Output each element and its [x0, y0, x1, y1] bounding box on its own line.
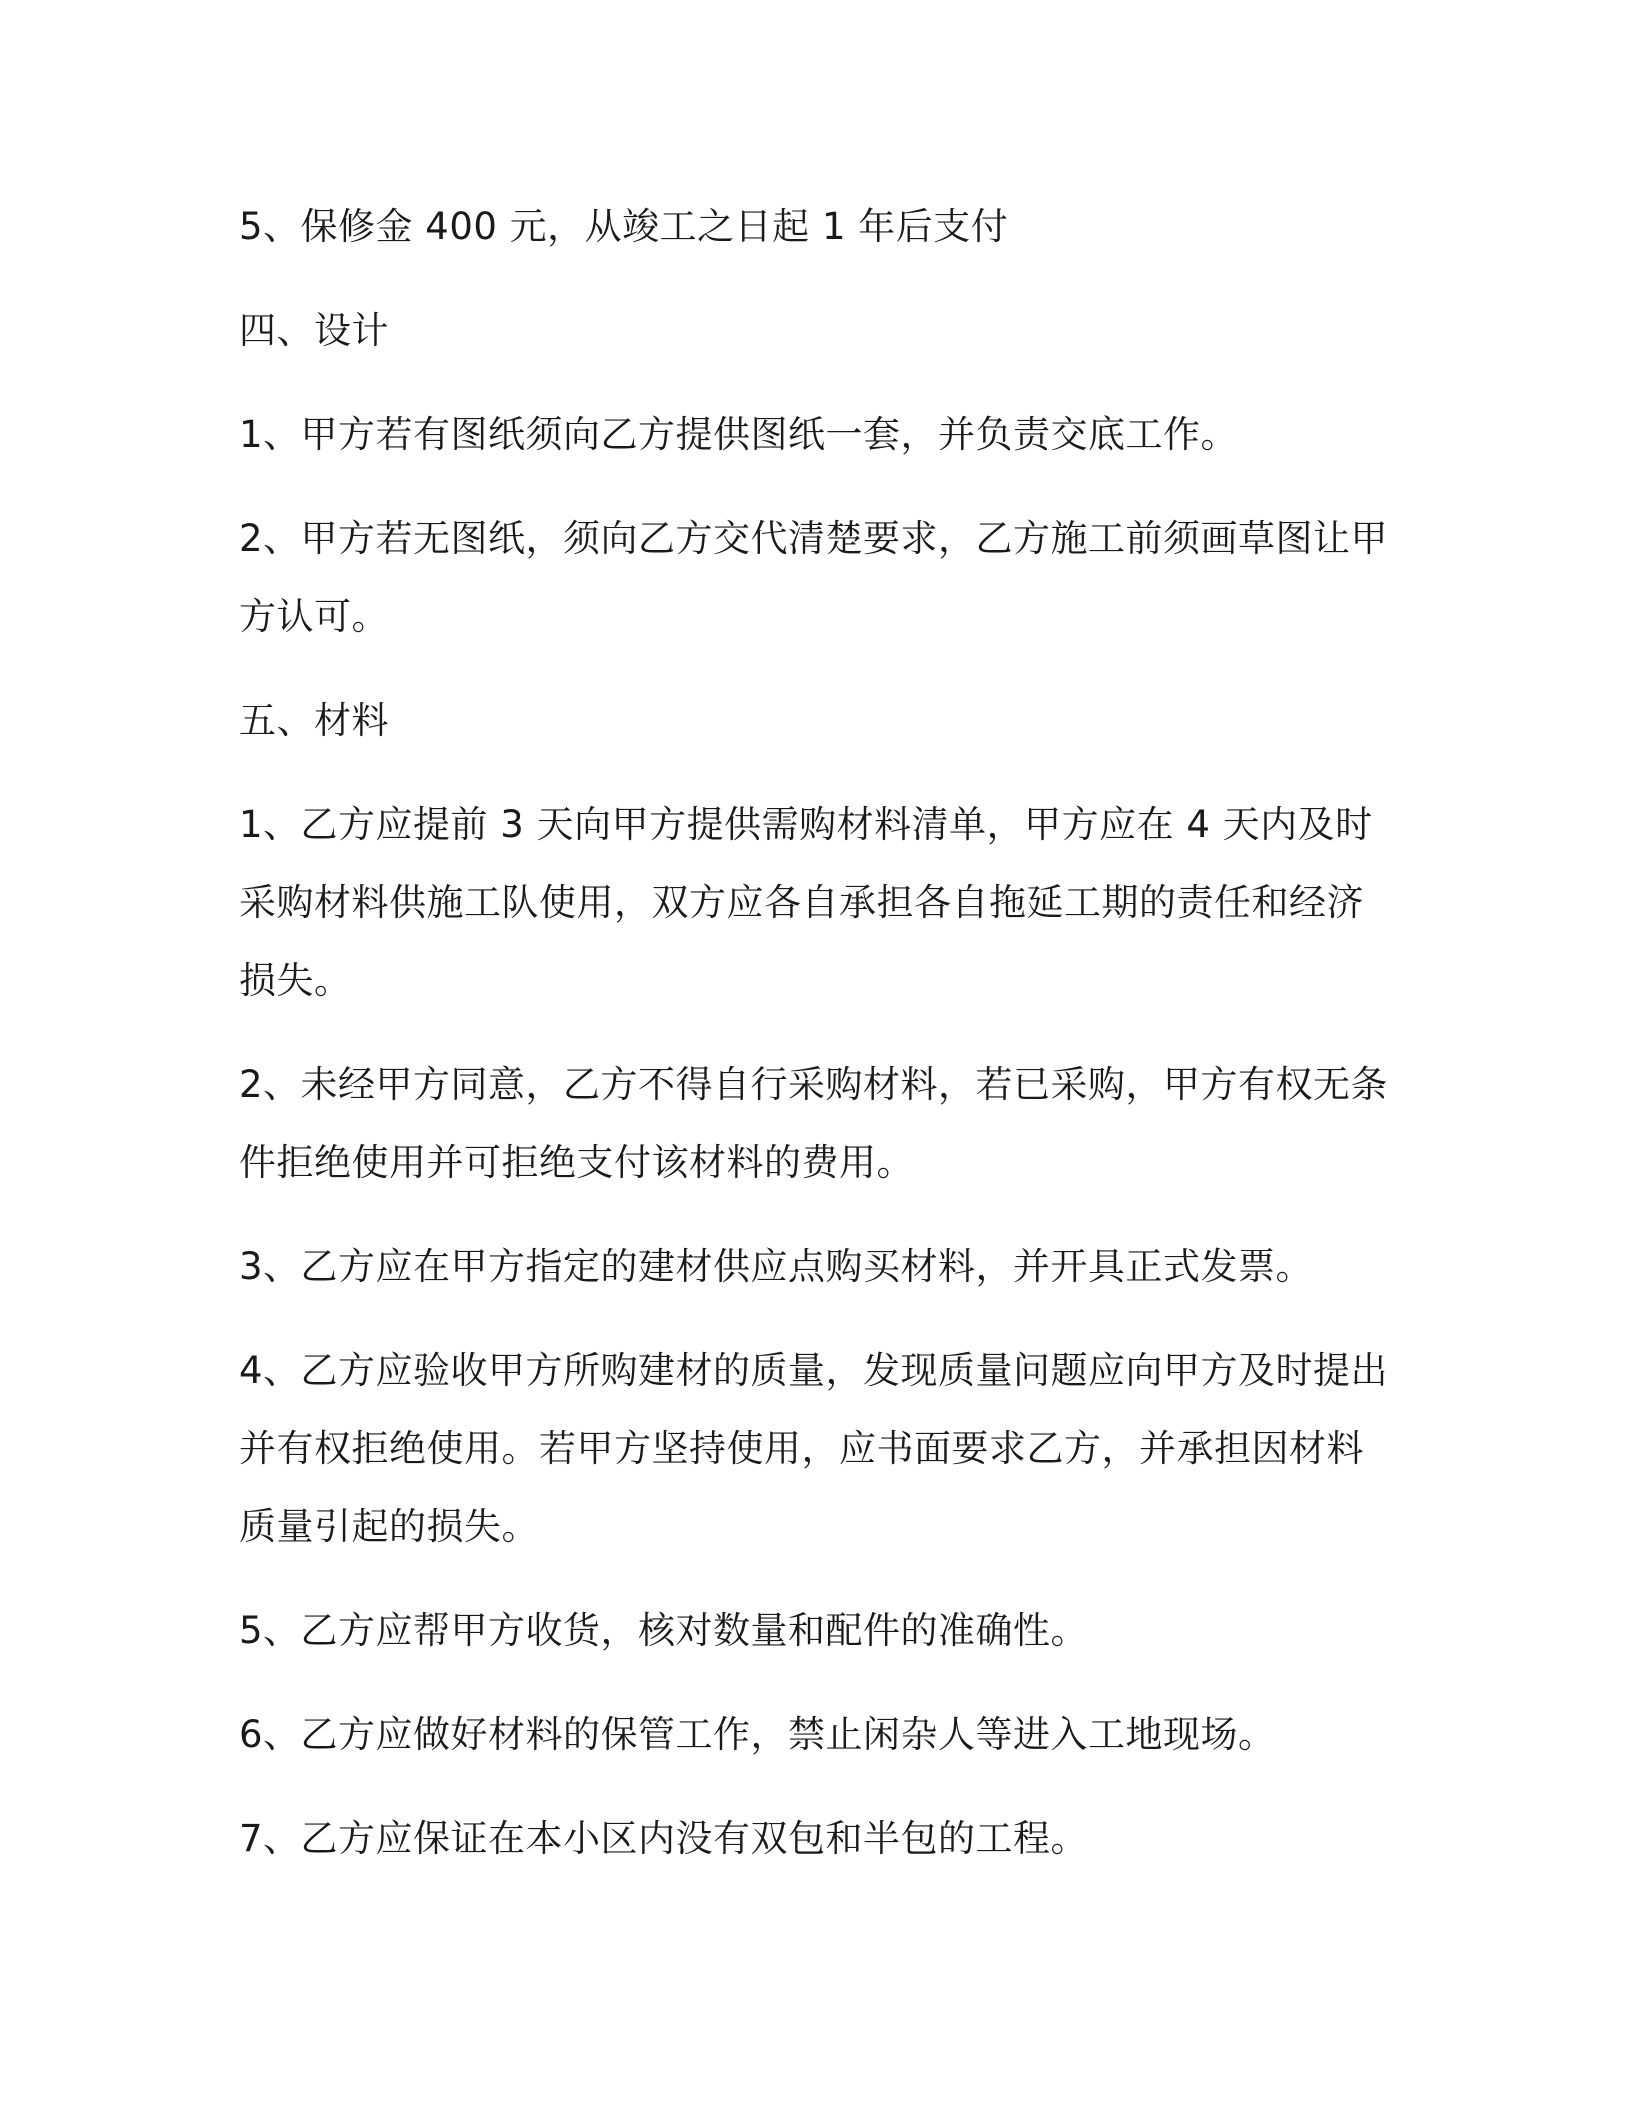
materials-clause-6: 6、乙方应做好材料的保管工作，禁止闲杂人等进入工地现场。: [239, 1713, 1276, 1756]
design-clause-2: 2、甲方若无图纸，须向乙方交代清楚要求，乙方施工前须画草图让甲方认可。: [239, 517, 1389, 638]
materials-clause-1: 1、乙方应提前 3 天向甲方提供需购材料清单，甲方应在 4 天内及时采购材料供施工队使用，双方应各自承担各自拖延工期的责任和经济损失。: [239, 803, 1373, 1002]
clause-5-warranty: 5、保修金 400 元，从竣工之日起 1 年后支付: [239, 205, 1009, 248]
section-heading-design: 四、设计: [239, 309, 389, 352]
materials-clause-7: 7、乙方应保证在本小区内没有双包和半包的工程。: [239, 1817, 1089, 1860]
materials-clause-3: 3、乙方应在甲方指定的建材供应点购买材料，并开具正式发票。: [239, 1245, 1314, 1288]
section-heading-materials: 五、材料: [239, 699, 389, 742]
materials-clause-4: 4、乙方应验收甲方所购建材的质量，发现质量问题应向甲方及时提出并有权拒绝使用。若甲方坚持使用，应书面要求乙方，并承担因材料质量引起的损失。: [239, 1349, 1389, 1548]
materials-clause-5: 5、乙方应帮甲方收货，核对数量和配件的准确性。: [239, 1609, 1089, 1652]
document-body: [239, 188, 1389, 1904]
design-clause-1: 1、甲方若有图纸须向乙方提供图纸一套，并负责交底工作。: [239, 413, 1239, 456]
materials-clause-2: 2、未经甲方同意，乙方不得自行采购材料，若已采购，甲方有权无条件拒绝使用并可拒绝支付该材料的费用。: [239, 1063, 1389, 1184]
